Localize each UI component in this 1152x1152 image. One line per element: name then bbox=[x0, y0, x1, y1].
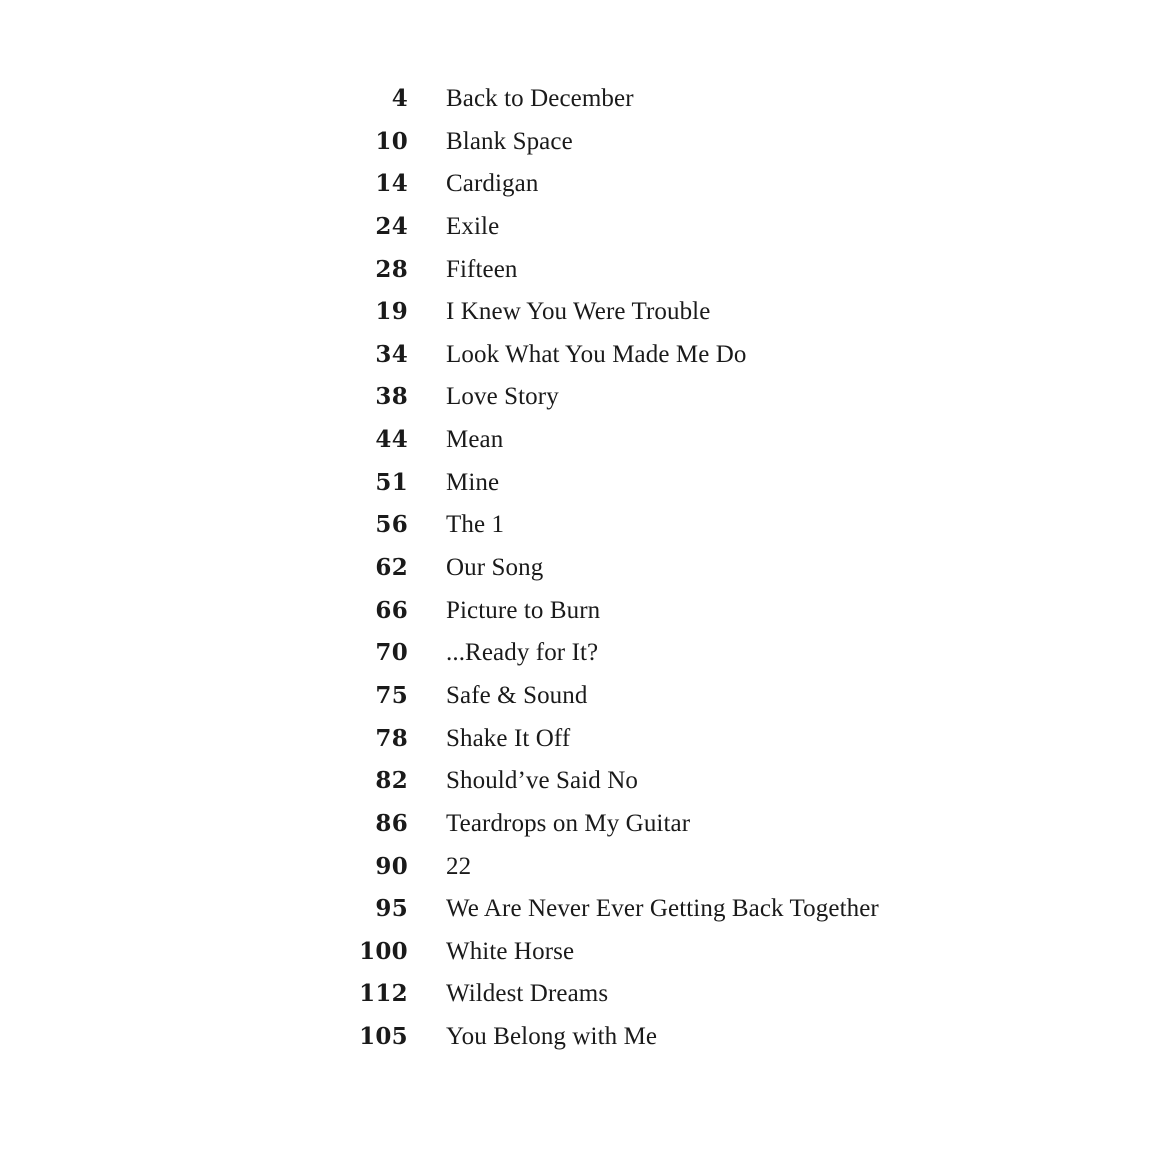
toc-entry bbox=[0, 547, 1152, 590]
page-number: 14 bbox=[375, 170, 408, 198]
song-title: White Horse bbox=[446, 937, 575, 965]
page-number: 66 bbox=[375, 596, 408, 624]
page-number: 100 bbox=[359, 937, 408, 965]
toc-entry bbox=[0, 163, 1152, 206]
song-title: ...Ready for It? bbox=[446, 639, 599, 667]
song-title: Look What You Made Me Do bbox=[446, 340, 747, 368]
page-number: 56 bbox=[375, 511, 408, 539]
page-number: 34 bbox=[375, 340, 408, 368]
song-title: You Belong with Me bbox=[446, 1023, 658, 1051]
page-number: 78 bbox=[375, 724, 408, 752]
toc-entry bbox=[0, 718, 1152, 761]
page-number: 38 bbox=[375, 383, 408, 411]
song-title: Safe & Sound bbox=[446, 681, 588, 709]
toc-entry bbox=[0, 504, 1152, 547]
song-title: Mine bbox=[446, 468, 500, 496]
song-title: Should’ve Said No bbox=[446, 767, 638, 795]
toc-entry bbox=[0, 760, 1152, 803]
page-number: 75 bbox=[375, 681, 408, 709]
song-title: Fifteen bbox=[446, 255, 518, 283]
song-title: Blank Space bbox=[446, 127, 573, 155]
toc-entry bbox=[0, 888, 1152, 931]
toc-entry bbox=[0, 590, 1152, 633]
song-title: I Knew You Were Trouble bbox=[446, 298, 711, 326]
toc-entry bbox=[0, 462, 1152, 505]
song-title: 22 bbox=[446, 852, 472, 880]
toc-entry bbox=[0, 206, 1152, 249]
page-number: 10 bbox=[375, 127, 408, 155]
page-number: 82 bbox=[375, 767, 408, 795]
page-number: 44 bbox=[375, 426, 408, 454]
song-title: Wildest Dreams bbox=[446, 980, 609, 1008]
song-title: Shake It Off bbox=[446, 724, 571, 752]
page-number: 112 bbox=[359, 980, 408, 1008]
toc-entry bbox=[0, 121, 1152, 164]
song-title: Picture to Burn bbox=[446, 596, 601, 624]
toc-entry bbox=[0, 1016, 1152, 1059]
page-number: 105 bbox=[359, 1023, 408, 1051]
song-title: Love Story bbox=[446, 383, 559, 411]
toc-entry bbox=[0, 334, 1152, 377]
page-number: 19 bbox=[375, 298, 408, 326]
toc-entry bbox=[0, 78, 1152, 121]
song-title: Back to December bbox=[446, 85, 634, 112]
page-number: 51 bbox=[375, 468, 408, 496]
toc-entry bbox=[0, 675, 1152, 718]
toc-entry bbox=[0, 632, 1152, 675]
toc-entry bbox=[0, 846, 1152, 889]
page-number: 24 bbox=[375, 212, 408, 240]
song-title: Teardrops on My Guitar bbox=[446, 809, 691, 837]
song-title: Our Song bbox=[446, 554, 544, 582]
song-title: Mean bbox=[446, 426, 504, 454]
toc-entry bbox=[0, 973, 1152, 1016]
toc-entry bbox=[0, 803, 1152, 846]
toc-entry bbox=[0, 291, 1152, 334]
page-number: 70 bbox=[375, 639, 408, 667]
page-number: 62 bbox=[375, 554, 408, 582]
toc-entry bbox=[0, 931, 1152, 974]
page-number: 90 bbox=[375, 852, 408, 880]
song-title: Exile bbox=[446, 212, 500, 240]
song-title: We Are Never Ever Getting Back Together bbox=[446, 895, 879, 923]
song-title: The 1 bbox=[446, 511, 505, 539]
page-number: 95 bbox=[375, 895, 408, 923]
page-number: 28 bbox=[375, 255, 408, 283]
page-number: 86 bbox=[375, 809, 408, 837]
toc-entry bbox=[0, 419, 1152, 462]
page-number: 4 bbox=[391, 85, 408, 112]
toc-entry bbox=[0, 249, 1152, 292]
song-title: Cardigan bbox=[446, 170, 539, 198]
table-of-contents bbox=[0, 78, 1152, 1059]
toc-entry bbox=[0, 376, 1152, 419]
